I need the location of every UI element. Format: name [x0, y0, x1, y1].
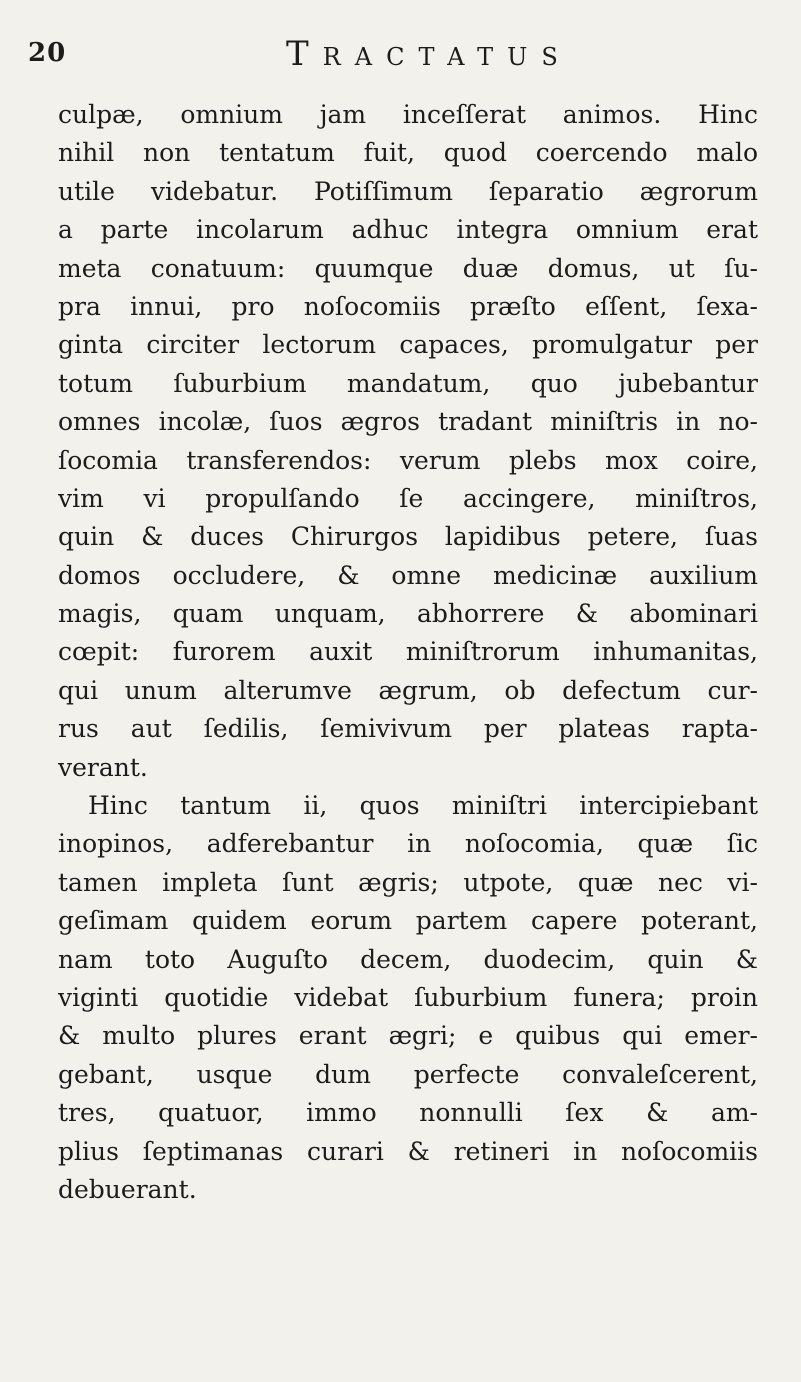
- text-line: omnes incolæ, ſuos ægros tradant miniſtris in no-: [58, 407, 758, 437]
- text-line: tres, quatuor, immo nonnulli ſex & am-: [58, 1098, 758, 1128]
- text-line: meta conatuum: quumque duæ domus, ut ſu-: [58, 253, 758, 283]
- text-line: debuerant.: [58, 1174, 197, 1204]
- text-line: a parte incolarum adhuc integra omnium erat: [58, 215, 758, 245]
- text-line: qui unum alterumve ægrum, ob defectum cur-: [58, 675, 758, 705]
- text-line: pra innui, pro noſocomiis præſto eſſent, ſexa-: [58, 291, 758, 321]
- running-head: [28, 34, 768, 74]
- text-line: domos occludere, & omne medicinæ auxilium: [58, 560, 758, 590]
- text-line: nihil non tentatum fuit, quod coercendo malo: [58, 138, 758, 168]
- page-number: 20: [28, 38, 67, 68]
- text-line: nam toto Auguſto decem, duodecim, quin &: [58, 944, 758, 974]
- paragraph-2: [58, 787, 758, 1209]
- text-line: cœpit: furorem auxit miniſtrorum inhumanitas,: [58, 637, 758, 667]
- text-line: culpæ, omnium jam inceſſerat animos. Hinc: [58, 100, 758, 129]
- text-line: quin & duces Chirurgos lapidibus petere, ſuas: [58, 522, 758, 552]
- text-line: Hinc tantum ii, quos miniſtri intercipiebant: [88, 791, 758, 821]
- text-line: viginti quotidie videbat ſuburbium funera; proin: [58, 982, 758, 1012]
- text-line: vim vi propulſando ſe accingere, miniſtros,: [58, 483, 758, 513]
- paragraph-1: [58, 96, 758, 787]
- text-line: inopinos, adferebantur in noſocomia, quæ ſic: [58, 829, 758, 859]
- text-line: geſimam quidem eorum partem capere poterant,: [58, 906, 758, 936]
- text-line: plius ſeptimanas curari & retineri in noſocomiis: [58, 1136, 758, 1166]
- text-line: & multo plures erant ægri; e quibus qui emer-: [58, 1021, 758, 1051]
- text-line: rus aut ſedilis, ſemivivum per plateas rapta-: [58, 714, 758, 744]
- text-line: gebant, usque dum perfecte convaleſcerent,: [58, 1059, 758, 1089]
- body-text: [58, 96, 758, 1209]
- running-title: Tractatus: [286, 34, 572, 74]
- text-line: totum ſuburbium mandatum, quo jubebantur: [58, 368, 758, 398]
- text-line: verant.: [58, 752, 148, 782]
- text-line: ſocomia transferendos: verum plebs mox coire,: [58, 445, 758, 475]
- text-line: ginta circiter lectorum capaces, promulgatur per: [58, 330, 758, 360]
- text-line: tamen impleta ſunt ægris; utpote, quæ nec vi-: [58, 867, 758, 897]
- text-line: magis, quam unquam, abhorrere & abominari: [58, 599, 758, 629]
- text-line: utile videbatur. Potiſſimum ſeparatio ægrorum: [58, 176, 758, 206]
